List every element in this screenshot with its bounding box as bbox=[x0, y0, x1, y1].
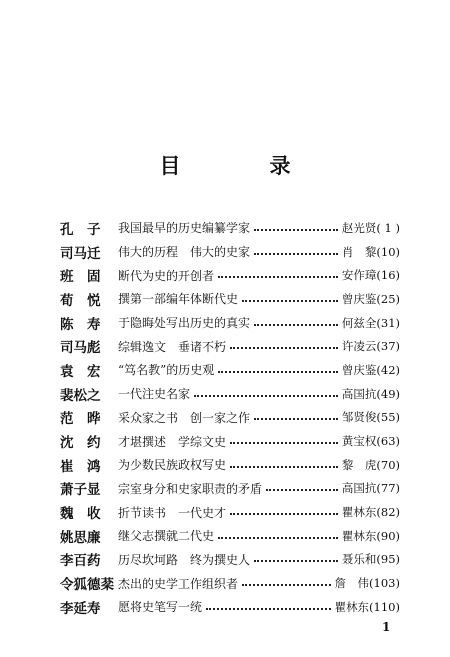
entry-chapter-title: 断代为史的开创者 bbox=[118, 268, 215, 283]
entry-historian-name: 裴松之 bbox=[60, 387, 101, 404]
entry-author-page: 瞿林东(110) bbox=[334, 599, 400, 614]
entry-chapter-title: 愿将史笔写一统 bbox=[118, 600, 203, 615]
entry-historian-name: 孔 子 bbox=[60, 221, 101, 238]
entry-historian-name: 荀 悦 bbox=[60, 292, 101, 309]
page-number: 1 bbox=[382, 620, 391, 634]
toc-entry bbox=[60, 524, 400, 548]
toc-entry bbox=[60, 358, 400, 382]
dot-leader bbox=[242, 300, 338, 302]
entry-author-page: 许凌云(37) bbox=[341, 339, 400, 354]
entry-historian-name: 崔 鸿 bbox=[60, 458, 101, 475]
entry-chapter-title: 撰第一部编年体断代史 bbox=[118, 292, 239, 307]
dot-leader bbox=[218, 276, 338, 278]
dot-leader bbox=[254, 229, 338, 231]
toc-entry bbox=[60, 500, 400, 524]
dot-leader bbox=[254, 560, 338, 562]
entry-historian-name: 陈 寿 bbox=[60, 316, 101, 333]
entry-author-page: 曾庆鉴(42) bbox=[341, 362, 400, 377]
toc-entry bbox=[60, 453, 400, 477]
dot-leader bbox=[218, 537, 338, 539]
entry-historian-name: 沈 约 bbox=[60, 435, 101, 452]
dot-leader bbox=[266, 489, 338, 491]
dot-leader bbox=[206, 608, 331, 610]
entry-author-page: 安作璋(16) bbox=[341, 268, 400, 283]
entry-author-page: 高国抗(77) bbox=[341, 481, 400, 496]
entry-historian-name: 李百药 bbox=[60, 553, 101, 570]
dot-leader bbox=[194, 395, 338, 397]
entry-chapter-title: 我国最早的历史编纂学家 bbox=[118, 221, 251, 236]
entry-chapter-title: 为少数民族政权写史 bbox=[118, 458, 227, 473]
page-title: 目 录 bbox=[159, 153, 325, 178]
entry-author-page: 肖 黎(10) bbox=[341, 244, 400, 259]
entry-author-page: 黄宝权(63) bbox=[341, 434, 400, 449]
entry-author-page: 瞿林东(90) bbox=[341, 528, 400, 543]
entry-author-page: 邹贤俊(55) bbox=[341, 410, 400, 425]
entry-author-page: 曾庆鉴(25) bbox=[341, 291, 400, 306]
toc-entry bbox=[60, 548, 400, 572]
toc-entry bbox=[60, 263, 400, 287]
entry-historian-name: 班 固 bbox=[60, 269, 101, 286]
entry-chapter-title: 宗室身分和史家职责的矛盾 bbox=[118, 481, 263, 496]
entry-historian-name: 范 晔 bbox=[60, 411, 101, 428]
entry-historian-name: 姚思廉 bbox=[60, 529, 101, 546]
entry-chapter-title: 继父志撰就二代史 bbox=[118, 529, 215, 544]
entry-historian-name: 令狐德棻 bbox=[60, 577, 114, 594]
toc-entry bbox=[60, 477, 400, 501]
toc-entry bbox=[60, 406, 400, 430]
toc-entry bbox=[60, 595, 400, 619]
entry-author-page: 高国抗(49) bbox=[341, 386, 400, 401]
toc-entry bbox=[60, 429, 400, 453]
dot-leader bbox=[230, 347, 338, 349]
entry-chapter-title: 杰出的史学工作组织者 bbox=[118, 576, 239, 591]
dot-leader bbox=[242, 584, 331, 586]
entry-chapter-title: 伟大的历程 伟大的史家 bbox=[118, 245, 251, 260]
entry-historian-name: 司马迁 bbox=[60, 245, 101, 262]
entry-historian-name: 李延寿 bbox=[60, 600, 101, 617]
toc-entry bbox=[60, 287, 400, 311]
entry-author-page: 詹 伟(103) bbox=[334, 576, 400, 591]
dot-leader bbox=[230, 513, 338, 515]
entry-chapter-title: 历尽坎坷路 终为撰史人 bbox=[118, 552, 251, 567]
entry-chapter-title: 才堪撰述 学综文史 bbox=[118, 434, 227, 449]
entry-chapter-title: 综辑逸文 垂诸不朽 bbox=[118, 339, 227, 354]
table-of-contents bbox=[60, 216, 400, 619]
dot-leader bbox=[218, 371, 338, 373]
entry-author-page: 聂乐和(95) bbox=[341, 552, 400, 567]
dot-leader bbox=[230, 442, 338, 444]
toc-entry bbox=[60, 571, 400, 595]
entry-historian-name: 魏 收 bbox=[60, 506, 101, 523]
entry-chapter-title: “笃名教”的历史观 bbox=[118, 363, 215, 378]
dot-leader bbox=[254, 418, 338, 420]
entry-chapter-title: 折节读书 一代史才 bbox=[118, 505, 227, 520]
entry-historian-name: 司马彪 bbox=[60, 340, 101, 357]
toc-entry bbox=[60, 216, 400, 240]
entry-author-page: 何兹全(31) bbox=[341, 315, 400, 330]
toc-entry bbox=[60, 334, 400, 358]
entry-historian-name: 萧子显 bbox=[60, 482, 101, 499]
entry-historian-name: 袁 宏 bbox=[60, 363, 101, 380]
entry-chapter-title: 于隐晦处写出历史的真实 bbox=[118, 316, 251, 331]
dot-leader bbox=[254, 253, 338, 255]
entry-chapter-title: 采众家之书 创一家之作 bbox=[118, 410, 251, 425]
toc-entry bbox=[60, 240, 400, 264]
toc-entry bbox=[60, 311, 400, 335]
dot-leader bbox=[230, 466, 338, 468]
entry-author-page: 黎 虎(70) bbox=[341, 457, 400, 472]
toc-entry bbox=[60, 382, 400, 406]
entry-chapter-title: 一代注史名家 bbox=[118, 387, 191, 402]
dot-leader bbox=[254, 324, 338, 326]
entry-author-page: 瞿林东(82) bbox=[341, 505, 400, 520]
entry-author-page: 赵光贤( 1 ) bbox=[341, 220, 400, 235]
